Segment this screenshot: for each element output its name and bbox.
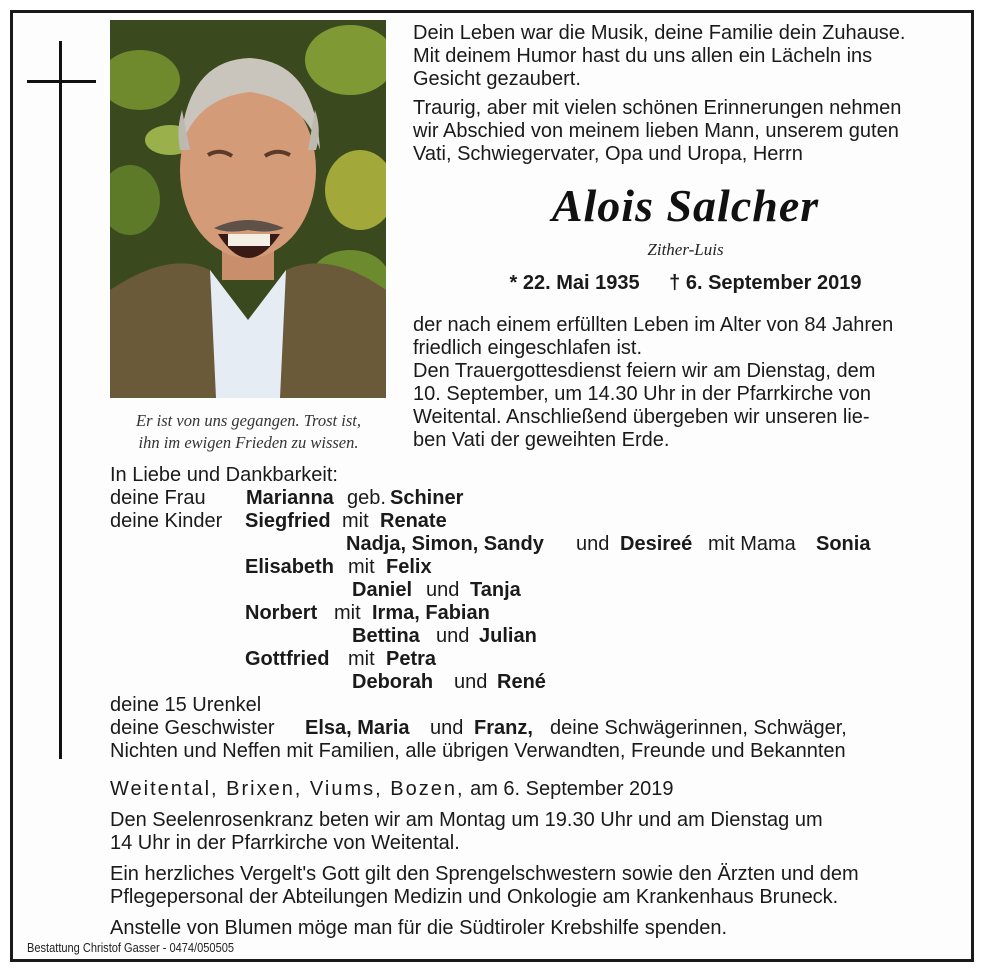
mother-name: Sonia bbox=[816, 533, 871, 555]
thanks-info bbox=[110, 863, 960, 909]
portrait-photo bbox=[110, 20, 386, 398]
closing-text bbox=[110, 778, 960, 948]
thanks-line: Pflegepersonal der Abteilungen Medizin und Onkologie am Krankenhaus Bruneck. bbox=[110, 886, 839, 908]
siblings-label: deine Geschwister bbox=[110, 717, 275, 739]
grandchild-name: Julian bbox=[479, 625, 537, 647]
children-label: deine Kinder bbox=[110, 510, 223, 532]
intro-text bbox=[413, 22, 958, 172]
connector: und bbox=[426, 579, 460, 601]
grandchildren-names: Nadja, Simon, Sandy bbox=[346, 533, 544, 555]
spouse-name: Irma, Fabian bbox=[372, 602, 490, 624]
family-row bbox=[110, 740, 960, 763]
grandchild-name: Deborah bbox=[352, 671, 434, 693]
siblings-names: Elsa, Maria bbox=[305, 717, 410, 739]
intro-line: Dein Leben war die Musik, deine Familie dein Zuhause. bbox=[413, 22, 906, 44]
intro-line: Traurig, aber mit vielen schönen Erinnerungen nehmen bbox=[413, 97, 902, 119]
body-line: Den Trauergottesdienst feiern wir am Dienstag, dem bbox=[413, 360, 876, 382]
spouse-name: Renate bbox=[380, 510, 447, 532]
family-row bbox=[110, 464, 960, 487]
spouse-name: Petra bbox=[386, 648, 437, 670]
body-line: der nach einem erfüllten Leben im Alter von 84 Jahren bbox=[413, 314, 894, 336]
grandchild-name: Bettina bbox=[352, 625, 420, 647]
child-name: Gottfried bbox=[245, 648, 330, 670]
connector: mit bbox=[342, 510, 369, 532]
body-line: Weitental. Anschließend übergeben wir unseren lie- bbox=[413, 406, 870, 428]
wife-name: Marianna bbox=[246, 487, 334, 509]
wife-maiden-name: Schiner bbox=[390, 487, 464, 509]
family-row bbox=[110, 579, 960, 602]
wife-label: deine Frau bbox=[110, 487, 206, 509]
caption-line: Er ist von uns gegangen. Trost ist, bbox=[136, 411, 361, 430]
grandchild-name: Desireé bbox=[620, 533, 693, 555]
grandchild-name: Tanja bbox=[470, 579, 521, 601]
rosary-line: Den Seelenrosenkranz beten wir am Montag um 19.30 Uhr und am Dienstag um bbox=[110, 809, 823, 831]
grandchild-name: Daniel bbox=[352, 579, 413, 601]
child-name: Siegfried bbox=[245, 510, 331, 532]
intro-paragraph-1 bbox=[413, 22, 958, 91]
deceased-nickname: Zither-Luis bbox=[647, 240, 724, 259]
intro-line: Mit deinem Humor hast du uns allen ein Lächeln ins bbox=[413, 45, 873, 67]
wife-geb: geb. bbox=[347, 487, 386, 509]
family-row bbox=[110, 648, 960, 671]
intro-line: Gesicht gezaubert. bbox=[413, 68, 581, 90]
rosary-line: 14 Uhr in der Pfarrkirche von Weitental. bbox=[110, 832, 460, 854]
place-date bbox=[110, 778, 960, 801]
grandchild-name: René bbox=[497, 671, 546, 693]
connector: und bbox=[576, 533, 610, 555]
body-text bbox=[413, 314, 958, 452]
connector: mit Mama bbox=[708, 533, 796, 555]
intro-paragraph-2 bbox=[413, 97, 958, 166]
body-line: friedlich eingeschlafen ist. bbox=[413, 337, 643, 359]
death-date: † 6. September 2019 bbox=[669, 272, 862, 294]
family-row bbox=[110, 510, 960, 533]
connector: und bbox=[436, 625, 470, 647]
spouse-name: Felix bbox=[386, 556, 432, 578]
family-row bbox=[110, 671, 960, 694]
family-row bbox=[110, 625, 960, 648]
life-dates bbox=[413, 272, 958, 295]
sibling-name: Franz, bbox=[474, 717, 533, 739]
flowers-info bbox=[110, 917, 960, 940]
deceased-name: Alois Salcher bbox=[551, 180, 820, 231]
rosary-info bbox=[110, 809, 960, 855]
connector: mit bbox=[348, 648, 375, 670]
photo-caption bbox=[96, 410, 401, 454]
connector: und bbox=[430, 717, 464, 739]
closing-date: am 6. September 2019 bbox=[470, 778, 674, 800]
family-row bbox=[110, 694, 960, 717]
birth-date: * 22. Mai 1935 bbox=[509, 272, 640, 294]
funeral-home-footer: Bestattung Christof Gasser - 0474/050505 bbox=[27, 940, 235, 955]
child-name: Norbert bbox=[245, 602, 318, 624]
great-grandchildren: deine 15 Urenkel bbox=[110, 694, 262, 716]
connector: mit bbox=[348, 556, 375, 578]
connector: mit bbox=[334, 602, 361, 624]
body-line: ben Vati der geweihten Erde. bbox=[413, 429, 670, 451]
family-row bbox=[110, 487, 960, 510]
thanks-line: Ein herzliches Vergelt's Gott gilt den Sprengelschwestern sowie den Ärzten und dem bbox=[110, 863, 859, 885]
cross-icon bbox=[59, 41, 62, 759]
place-list: Weitental, Brixen, Viums, Bozen, bbox=[110, 778, 465, 800]
family-row bbox=[110, 602, 960, 625]
caption-line: ihn im ewigen Frieden zu wissen. bbox=[138, 433, 359, 452]
body-line: 10. September, um 14.30 Uhr in der Pfarrkirche von bbox=[413, 383, 872, 405]
family-row bbox=[110, 556, 960, 579]
child-name: Elisabeth bbox=[245, 556, 334, 578]
in-laws: deine Schwägerinnen, Schwäger, bbox=[550, 717, 847, 739]
family-row bbox=[110, 717, 960, 740]
family-row bbox=[110, 533, 960, 556]
intro-line: wir Abschied von meinem lieben Mann, unserem guten bbox=[413, 120, 899, 142]
family-list bbox=[110, 464, 960, 763]
intro-line: Vati, Schwiegervater, Opa und Uropa, Herrn bbox=[413, 143, 803, 165]
cross-icon-bar bbox=[27, 80, 96, 83]
family-heading: In Liebe und Dankbarkeit: bbox=[110, 464, 338, 486]
flowers-line: Anstelle von Blumen möge man für die Südtiroler Krebshilfe spenden. bbox=[110, 917, 728, 939]
connector: und bbox=[454, 671, 488, 693]
other-relatives: Nichten und Neffen mit Familien, alle übrigen Verwandten, Freunde und Bekannten bbox=[110, 740, 846, 762]
